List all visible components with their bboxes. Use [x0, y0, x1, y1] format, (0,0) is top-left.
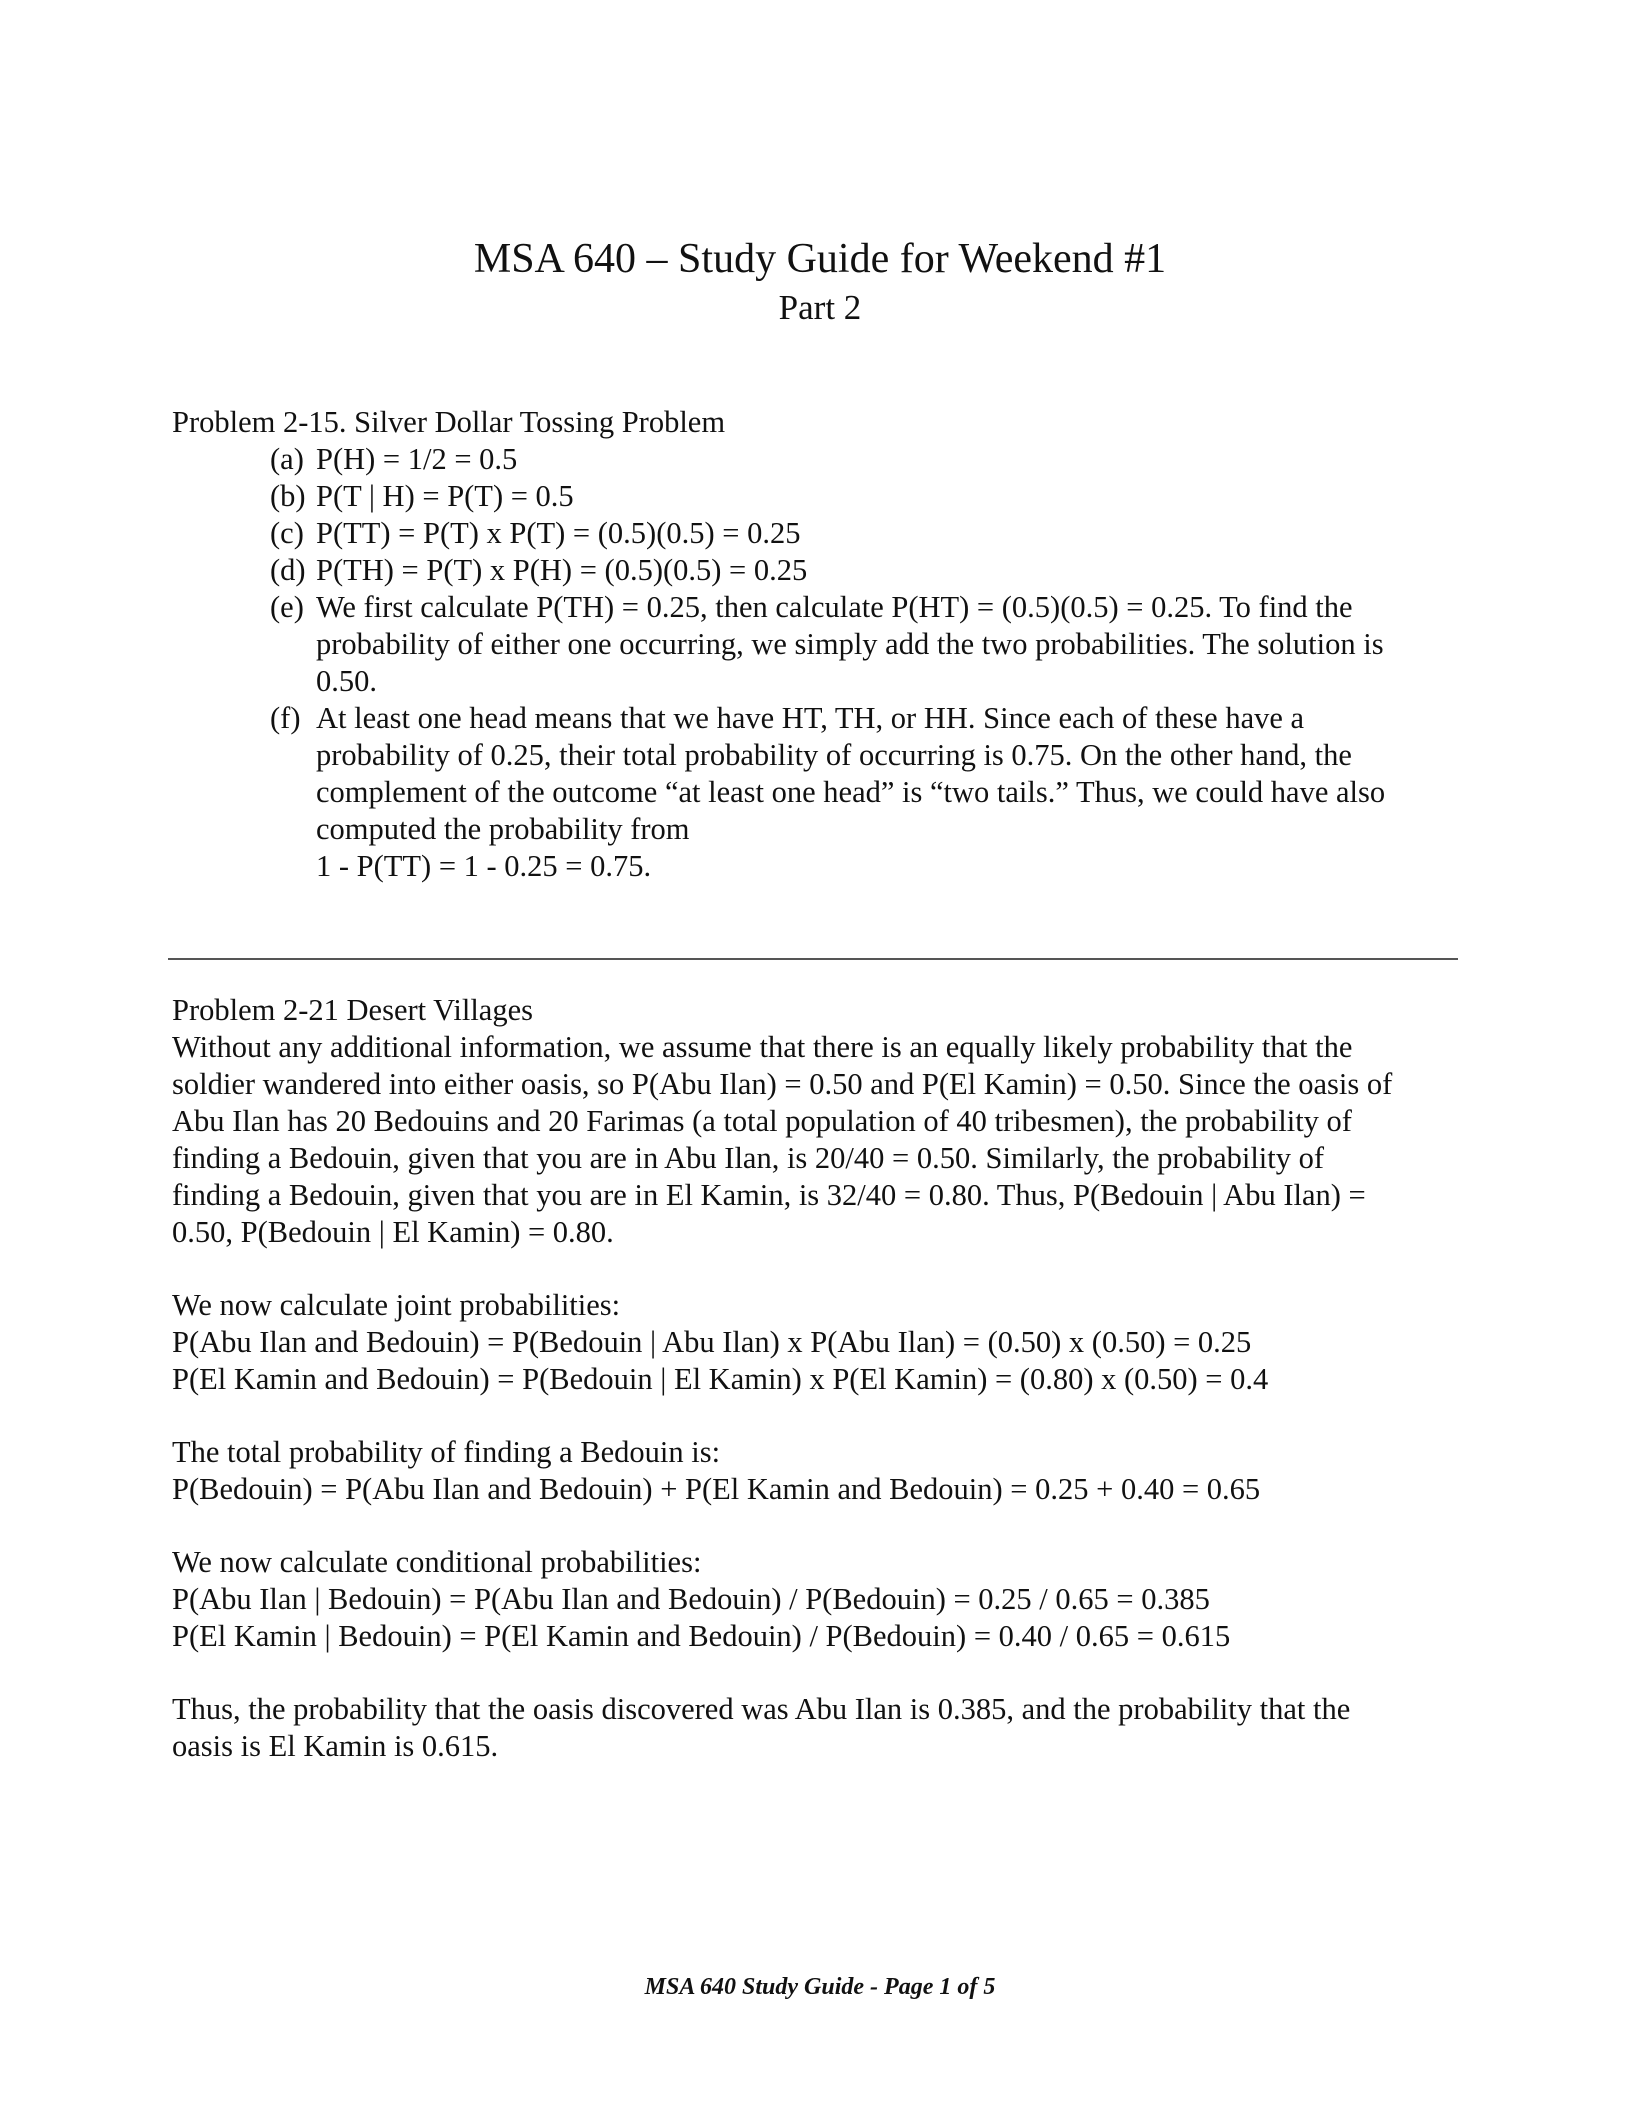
item-text	[316, 515, 1436, 552]
item-line: probability of 0.25, their total probability of occurring is 0.75. On the other hand, the	[316, 738, 1352, 772]
item-text	[316, 552, 1436, 589]
answer-item-f	[270, 700, 1472, 885]
paragraph-line: Without any additional information, we assume that there is an equally likely probability that the	[172, 1030, 1353, 1064]
conclusion-paragraph	[172, 1691, 1472, 1765]
total-probability-paragraph	[172, 1434, 1472, 1508]
item-marker: (e)	[270, 590, 304, 624]
paragraph-line: Abu Ilan has 20 Bedouins and 20 Farimas (a total population of 40 tribesmen), the probability of	[172, 1104, 1352, 1138]
section-divider	[168, 958, 1458, 960]
paragraph-line: soldier wandered into either oasis, so P(Abu Ilan) = 0.50 and P(El Kamin) = 0.50. Since the oasis of	[172, 1067, 1393, 1101]
item-line: We first calculate P(TH) = 0.25, then calculate P(HT) = (0.5)(0.5) = 0.25. To find the	[316, 590, 1353, 624]
document-title: MSA 640 – Study Guide for Weekend #1	[473, 236, 1167, 282]
conditional-probabilities-paragraph	[172, 1544, 1472, 1655]
item-text	[316, 441, 1436, 478]
equation-line: P(Abu Ilan and Bedouin) = P(Bedouin | Abu Ilan) x P(Abu Ilan) = (0.50) x (0.50) = 0.25	[172, 1325, 1252, 1359]
answer-item-c	[270, 515, 1472, 552]
answer-item-e	[270, 589, 1472, 700]
problem-heading: Problem 2-21 Desert Villages	[172, 993, 533, 1027]
item-text	[316, 700, 1436, 885]
intro-paragraph	[172, 1029, 1472, 1251]
item-line: P(TH) = P(T) x P(H) = (0.5)(0.5) = 0.25	[316, 553, 808, 587]
item-line: 0.50.	[316, 664, 377, 698]
item-marker: (b)	[270, 479, 306, 513]
paragraph-line: finding a Bedouin, given that you are in El Kamin, is 32/40 = 0.80. Thus, P(Bedouin | Abu Ilan) =	[172, 1178, 1366, 1212]
item-line: P(H) = 1/2 = 0.5	[316, 442, 518, 476]
equation-line: P(Abu Ilan | Bedouin) = P(Abu Ilan and Bedouin) / P(Bedouin) = 0.25 / 0.65 = 0.385	[172, 1582, 1210, 1616]
paragraph-line: 0.50, P(Bedouin | El Kamin) = 0.80.	[172, 1215, 614, 1249]
paragraph-line: We now calculate joint probabilities:	[172, 1288, 621, 1322]
item-line: computed the probability from	[316, 812, 690, 846]
item-marker: (a)	[270, 442, 304, 476]
problem-2-21-section	[172, 992, 1472, 1765]
item-text	[316, 478, 1436, 515]
joint-probabilities-paragraph	[172, 1287, 1472, 1398]
item-marker: (c)	[270, 516, 304, 550]
paragraph-line: We now calculate conditional probabilities:	[172, 1545, 702, 1579]
document-subtitle: Part 2	[778, 288, 862, 327]
paragraph-line: oasis is El Kamin is 0.615.	[172, 1729, 499, 1763]
item-line: probability of either one occurring, we simply add the two probabilities. The solution is	[316, 627, 1384, 661]
item-line: P(TT) = P(T) x P(T) = (0.5)(0.5) = 0.25	[316, 516, 801, 550]
answer-item-d	[270, 552, 1472, 589]
item-text	[316, 589, 1436, 700]
paragraph-line: Thus, the probability that the oasis discovered was Abu Ilan is 0.385, and the probability that the	[172, 1692, 1351, 1726]
item-line: complement of the outcome “at least one head” is “two tails.” Thus, we could have also	[316, 775, 1386, 809]
answer-list	[172, 441, 1472, 885]
item-marker: (f)	[270, 701, 301, 735]
item-line: 1 - P(TT) = 1 - 0.25 = 0.75.	[316, 849, 652, 883]
equation-line: P(Bedouin) = P(Abu Ilan and Bedouin) + P(El Kamin and Bedouin) = 0.25 + 0.40 = 0.65	[172, 1472, 1261, 1506]
answer-item-a	[270, 441, 1472, 478]
page-footer: MSA 640 Study Guide - Page 1 of 5	[644, 1974, 996, 2000]
answer-item-b	[270, 478, 1472, 515]
item-line: At least one head means that we have HT, TH, or HH. Since each of these have a	[316, 701, 1305, 735]
item-line: P(T | H) = P(T) = 0.5	[316, 479, 574, 513]
equation-line: P(El Kamin and Bedouin) = P(Bedouin | El Kamin) x P(El Kamin) = (0.80) x (0.50) = 0.4	[172, 1362, 1269, 1396]
problem-heading: Problem 2-15. Silver Dollar Tossing Problem	[172, 405, 726, 439]
title-block	[0, 232, 1640, 330]
problem-2-15-section	[172, 404, 1472, 885]
equation-line: P(El Kamin | Bedouin) = P(El Kamin and Bedouin) / P(Bedouin) = 0.40 / 0.65 = 0.615	[172, 1619, 1231, 1653]
item-marker: (d)	[270, 553, 306, 587]
paragraph-line: The total probability of finding a Bedouin is:	[172, 1435, 721, 1469]
paragraph-line: finding a Bedouin, given that you are in Abu Ilan, is 20/40 = 0.50. Similarly, the probability of	[172, 1141, 1325, 1175]
